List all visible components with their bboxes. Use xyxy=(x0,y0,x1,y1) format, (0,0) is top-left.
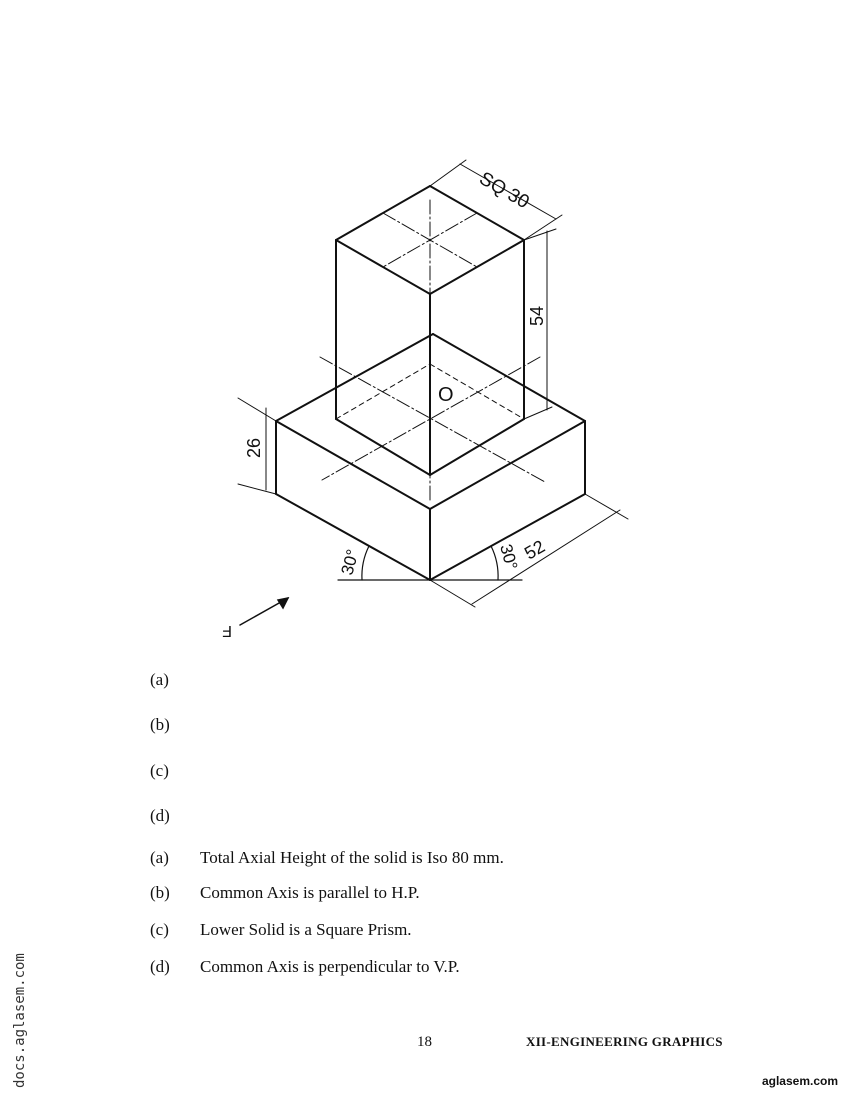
dimension-sq30 xyxy=(430,160,562,240)
label-angle-right: 30° xyxy=(496,542,522,572)
statement-label: (b) xyxy=(150,883,170,902)
statement-label: (d) xyxy=(150,957,170,976)
statement-text: Common Axis is parallel to H.P. xyxy=(200,883,420,902)
option-label-d: (d) xyxy=(150,806,170,825)
side-watermark: docs.aglasem.com xyxy=(12,953,28,1088)
statement-text: Common Axis is perpendicular to V.P. xyxy=(200,957,460,976)
center-lines xyxy=(320,200,545,500)
statement-label: (a) xyxy=(150,848,169,867)
statement-d xyxy=(150,957,460,977)
page-number: 18 xyxy=(417,1034,432,1050)
view-arrow xyxy=(240,598,288,625)
label-angle-left: 30° xyxy=(337,547,363,578)
corner-watermark: aglasem.com xyxy=(761,1074,838,1088)
footer-subject: XII-ENGINEERING GRAPHICS xyxy=(526,1034,723,1049)
statement-label: (c) xyxy=(150,920,169,939)
label-26: 26 xyxy=(244,437,264,458)
statement-c xyxy=(150,920,412,940)
label-54: 54 xyxy=(527,305,547,326)
option-label-b: (b) xyxy=(150,715,170,734)
statement-a xyxy=(150,848,504,868)
label-sq30: SQ 30 xyxy=(475,168,533,214)
option-label-c: (c) xyxy=(150,761,169,780)
statement-b xyxy=(150,883,420,903)
statement-text: Total Axial Height of the solid is Iso 80 mm. xyxy=(200,848,504,867)
label-center-o: O xyxy=(438,384,454,406)
statement-text: Lower Solid is a Square Prism. xyxy=(200,920,412,939)
option-label-a: (a) xyxy=(150,670,169,689)
label-52: 52 xyxy=(521,536,549,564)
label-view-f: F xyxy=(222,622,232,639)
